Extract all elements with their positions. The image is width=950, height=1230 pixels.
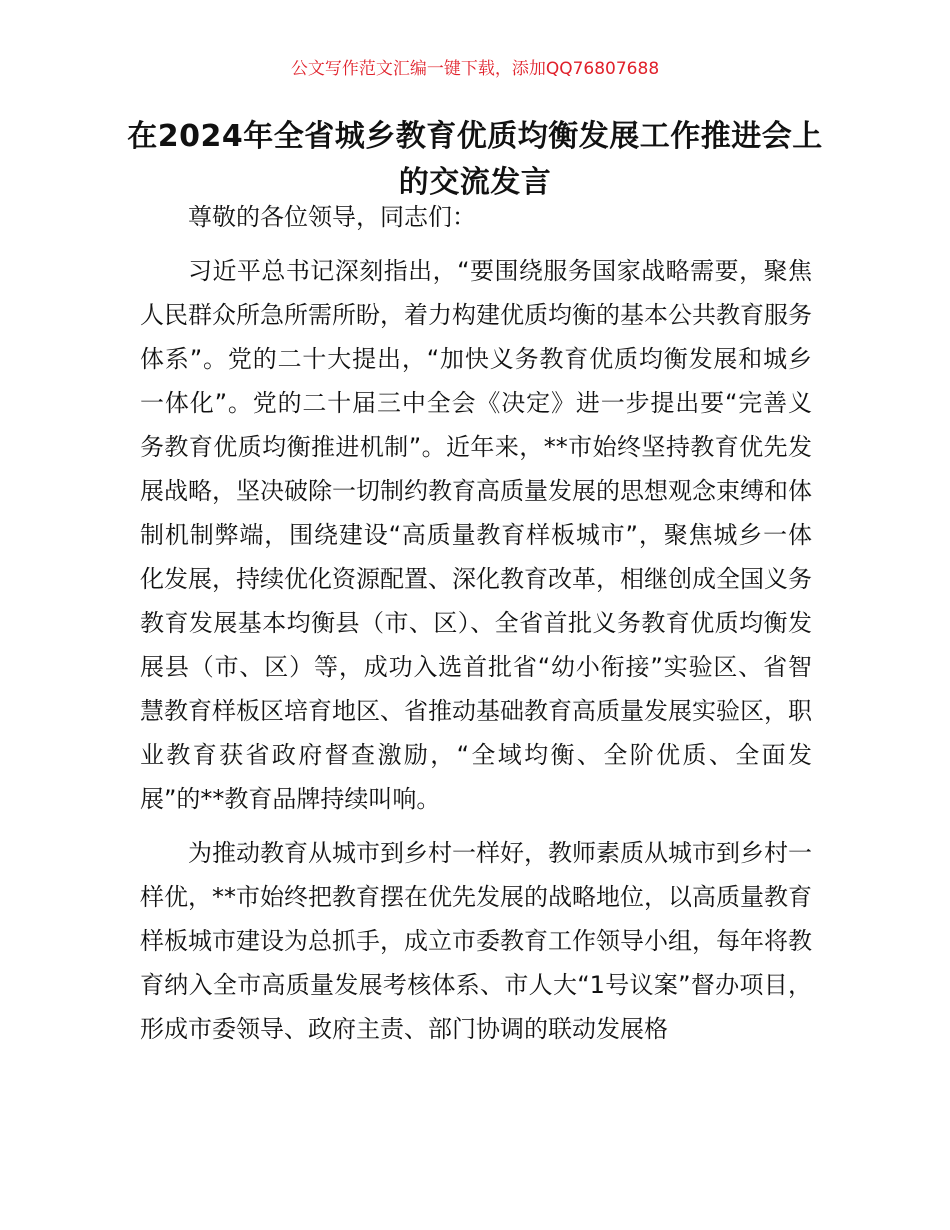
document-body	[140, 195, 812, 1061]
document-title: 在2024年全省城乡教育优质均衡发展工作推进会上的交流发言	[127, 119, 823, 200]
download-banner: 公文写作范文汇编一键下载，添加QQ76807688	[290, 59, 660, 79]
paragraph-1: 习近平总书记深刻指出，“要围绕服务国家战略需要，聚焦人民群众所急所需所盼，着力构建优质均衡的基本公共教育服务体系”。党的二十大提出，“加快义务教育优质均衡发展和城乡一体化”。党的二十届三中全会《决定》进一步提出要“完善义务教育优质均衡推进机制”。近年来，**市始终坚持教育优先发展战略，坚决破除一切制约教育高质量发展的思想观念束缚和体制机制弊端，围绕建设“高质量教育样板城市”，聚焦城乡一体化发展，持续优化资源配置、深化教育改革，相继创成全国义务教育发展基本均衡县（市、区）、全省首批义务教育优质均衡发展县（市、区）等，成功入选首批省“幼小衔接”实验区、省智慧教育样板区培育地区、省推动基础教育高质量发展实验区，职业教育获省政府督查激励，“全域均衡、全阶优质、全面发展”的**教育品牌持续叫响。	[140, 257, 812, 813]
salutation: 尊敬的各位领导，同志们：	[188, 203, 476, 231]
paragraph-2: 为推动教育从城市到乡村一样好，教师素质从城市到乡村一样优，**市始终把教育摆在优先发展的战略地位，以高质量教育样板城市建设为总抓手，成立市委教育工作领导小组，每年将教育纳入全市高质量发展考核体系、市人大“1号议案”督办项目，形成市委领导、政府主责、部门协调的联动发展格	[140, 839, 812, 1043]
